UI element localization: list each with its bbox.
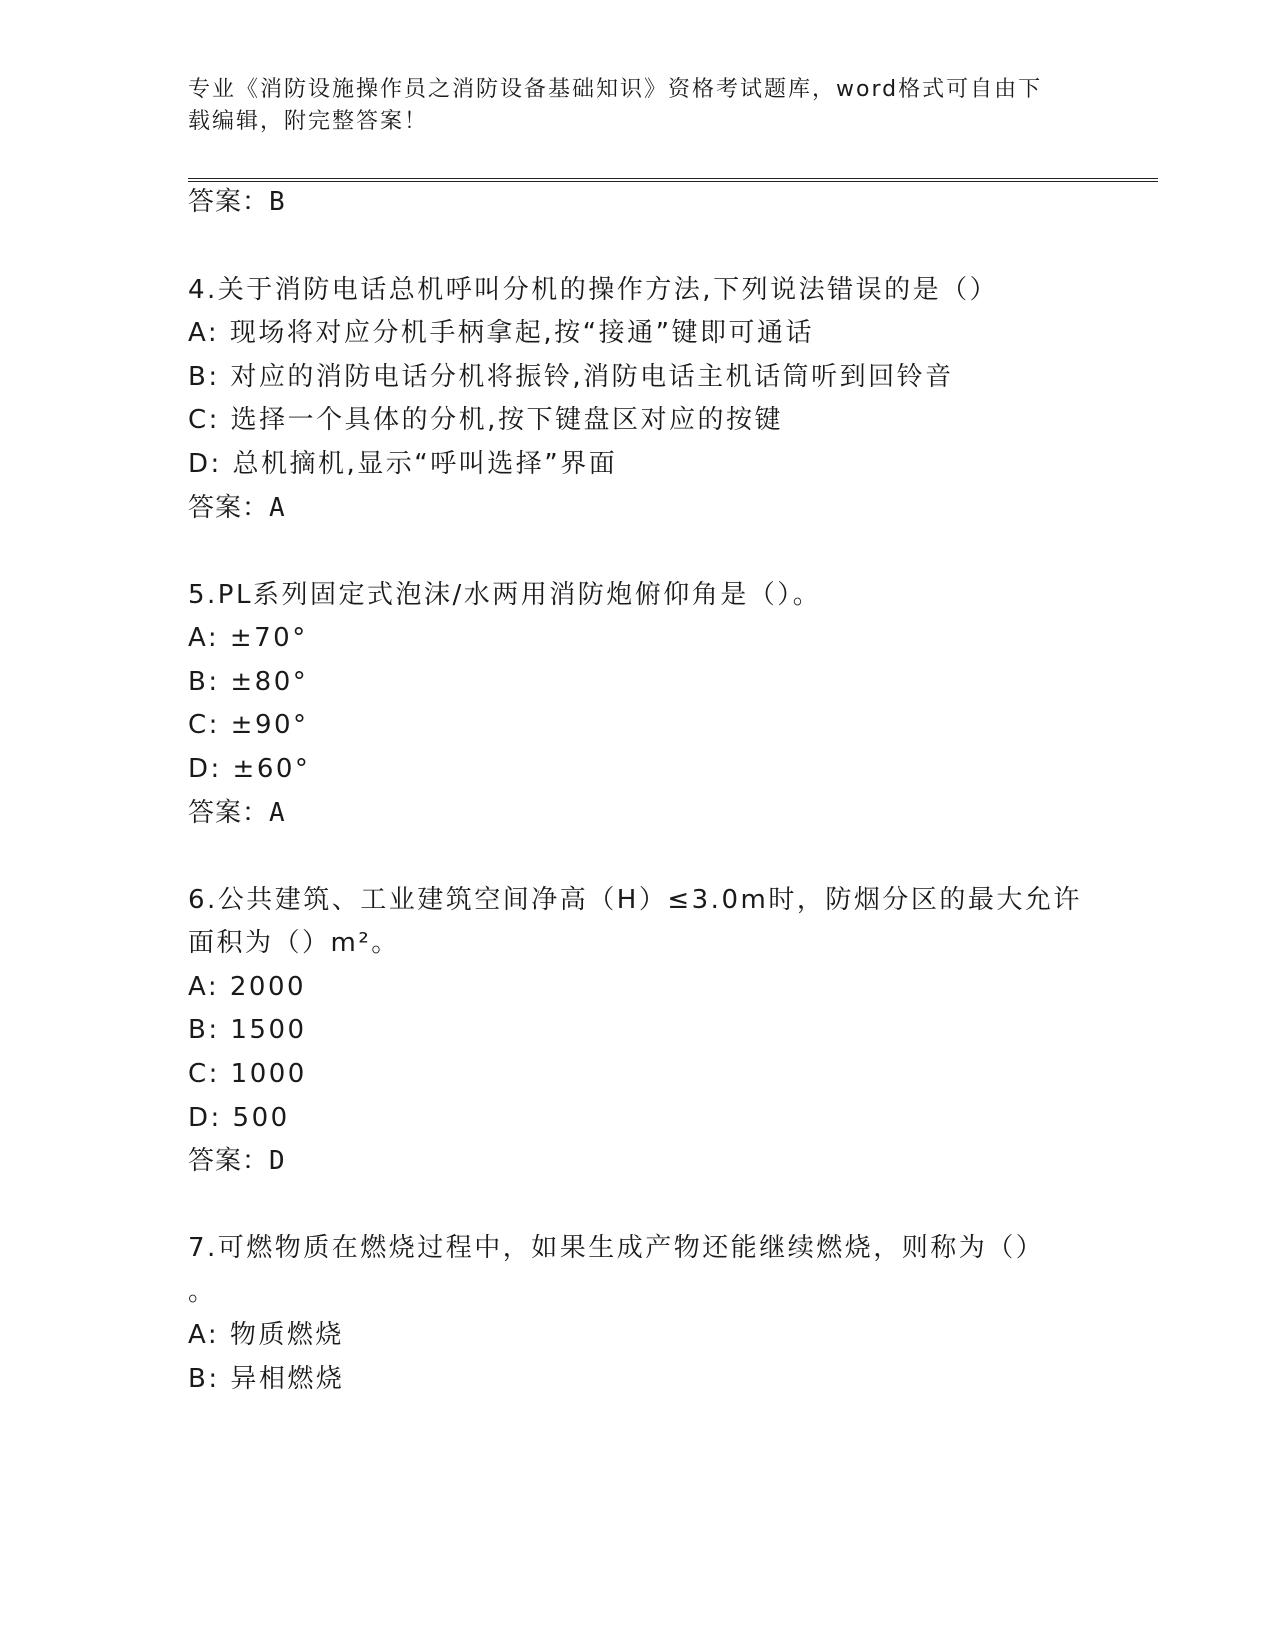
question-6-option-a: A: 2000 [188,972,307,1002]
header-divider [188,178,1158,182]
question-4-option-d: D: 总机摘机,显示“呼叫选择”界面 [188,449,618,479]
header-line-1: 专业《消防设施操作员之消防设备基础知识》资格考试题库，word格式可自由下 [188,77,1043,102]
question-4-option-a: A: 现场将对应分机手柄拿起,按“接通”键即可通话 [188,318,815,348]
question-4-answer: 答案：A [188,493,286,523]
question-7-option-a: A: 物质燃烧 [188,1320,344,1350]
previous-answer: 答案：B [188,187,286,217]
question-7-text-line-1: 7.可燃物质在燃烧过程中，如果生成产物还能继续燃烧，则称为（） [188,1233,1045,1263]
question-5-option-d: D: ±60° [188,754,311,784]
question-4-option-b: B: 对应的消防电话分机将振铃,消防电话主机话筒听到回铃音 [188,362,954,392]
document-header [188,74,1088,138]
question-6-option-d: D: 500 [188,1103,290,1133]
question-6-answer: 答案：D [188,1146,286,1176]
question-4-text: 4.关于消防电话总机呼叫分机的操作方法,下列说法错误的是（） [188,275,999,305]
question-5-option-b: B: ±80° [188,667,309,697]
question-5-option-c: C: ±90° [188,710,309,740]
header-line-2: 载编辑，附完整答案！ [188,109,429,134]
question-5-answer: 答案：A [188,798,286,828]
question-7-option-b: B: 异相燃烧 [188,1364,345,1394]
question-5-option-a: A: ±70° [188,623,308,653]
question-6-text-line-2: 面积为（）m²。 [188,928,400,958]
question-7-text-line-2: 。 [188,1277,217,1307]
question-6-text-line-1: 6.公共建筑、工业建筑空间净高（H）≤3.0m时，防烟分区的最大允许 [188,885,1082,915]
question-4-option-c: C: 选择一个具体的分机,按下键盘区对应的按键 [188,405,783,435]
question-5-text: 5.PL系列固定式泡沫/水两用消防炮俯仰角是（）。 [188,580,822,610]
question-6-option-b: B: 1500 [188,1015,307,1045]
question-6-option-c: C: 1000 [188,1059,307,1089]
